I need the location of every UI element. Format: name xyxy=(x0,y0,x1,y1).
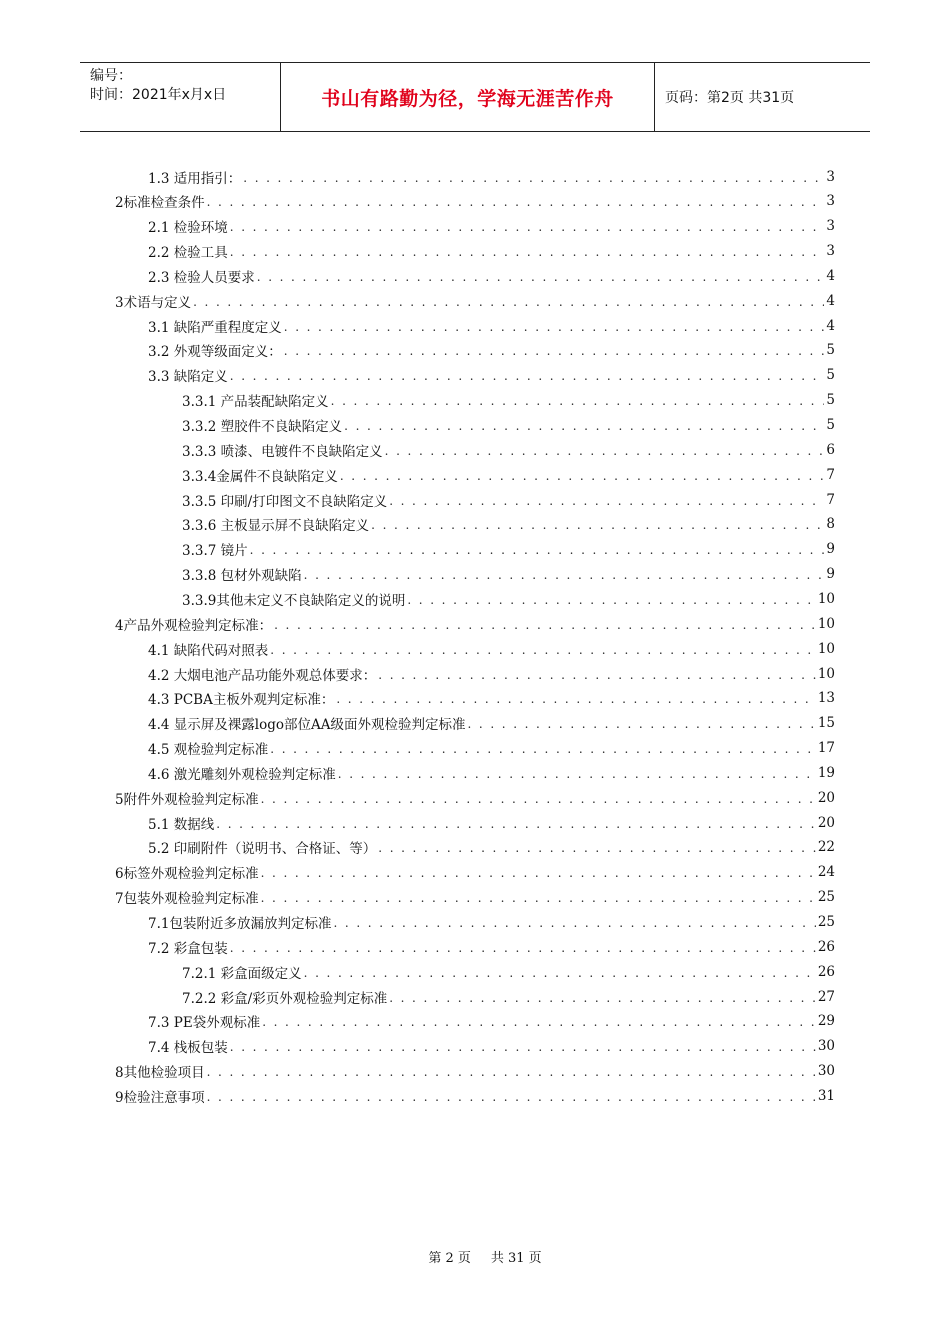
toc-dot-leader xyxy=(230,245,825,259)
toc-dot-leader xyxy=(261,891,816,905)
toc-dot-leader xyxy=(304,568,825,582)
toc-entry[interactable] xyxy=(148,736,835,761)
toc-dot-leader xyxy=(230,220,825,234)
toc-entry[interactable] xyxy=(182,388,835,413)
toc-entry[interactable] xyxy=(182,512,835,537)
toc-entry[interactable] xyxy=(182,984,835,1009)
toc-entry-page: 20 xyxy=(817,789,835,806)
toc-entry-page: 25 xyxy=(817,914,835,930)
toc-entry[interactable] xyxy=(182,437,835,462)
toc-entry[interactable] xyxy=(182,562,835,587)
header-page-info: 页码：第2页 共31页 xyxy=(665,90,795,106)
document-date: 时间：2021年x月x日 xyxy=(90,87,227,103)
toc-dot-leader xyxy=(340,469,825,483)
toc-dot-leader xyxy=(270,643,816,657)
toc-dot-leader xyxy=(385,444,825,458)
toc-entry-page: 4 xyxy=(826,267,835,284)
toc-entry-page: 30 xyxy=(817,1063,835,1080)
toc-entry-title: 3.2 外观等级面定义： xyxy=(148,344,282,361)
toc-entry[interactable] xyxy=(148,1009,835,1034)
toc-dot-leader xyxy=(467,717,815,731)
toc-dot-leader xyxy=(207,1065,816,1079)
toc-entry[interactable] xyxy=(115,611,835,636)
toc-dot-leader xyxy=(284,320,825,334)
toc-entry-page: 3 xyxy=(826,243,835,260)
toc-entry[interactable] xyxy=(148,835,835,860)
toc-entry-title: 7.1包装附近多放漏放判定标准 xyxy=(148,916,332,932)
toc-dot-leader xyxy=(243,171,824,185)
toc-dot-leader xyxy=(344,419,824,433)
toc-entry-page: 27 xyxy=(817,988,835,1005)
toc-dot-leader xyxy=(230,369,825,383)
toc-dot-leader xyxy=(270,742,816,756)
toc-dot-leader xyxy=(389,991,816,1005)
toc-entry[interactable] xyxy=(148,810,835,835)
toc-entry[interactable] xyxy=(148,1034,835,1059)
toc-entry-title: 3.3.2 塑胶件不良缺陷定义 xyxy=(182,419,343,435)
toc-dot-leader xyxy=(261,792,816,806)
toc-entry[interactable] xyxy=(115,885,835,910)
toc-entry-title: 3.3.9其他未定义不良缺陷定义的说明 xyxy=(182,592,406,609)
toc-dot-leader xyxy=(378,841,816,855)
toc-entry-page: 10 xyxy=(817,590,835,607)
toc-entry-title: 2.1 检验环境 xyxy=(148,220,228,237)
toc-entry[interactable] xyxy=(148,164,835,189)
toc-entry-page: 5 xyxy=(826,367,835,384)
toc-dot-leader xyxy=(338,767,816,781)
toc-entry-title: 2.2 检验工具 xyxy=(148,245,228,262)
toc-dot-leader xyxy=(333,916,815,930)
toc-entry-title: 3.3.1 产品装配缺陷定义 xyxy=(182,394,329,411)
toc-entry[interactable] xyxy=(148,686,835,711)
toc-entry-page: 9 xyxy=(826,566,835,583)
toc-entry[interactable] xyxy=(148,760,835,785)
toc-dot-leader xyxy=(207,1090,816,1104)
toc-entry[interactable] xyxy=(115,1059,835,1084)
toc-entry-title: 1.3 适用指引： xyxy=(148,170,242,187)
toc-entry[interactable] xyxy=(182,959,835,984)
toc-entry-title: 3.3.8 包材外观缺陷 xyxy=(182,568,302,585)
toc-entry-page: 6 xyxy=(826,441,835,458)
toc-entry[interactable] xyxy=(115,785,835,810)
toc-dot-leader xyxy=(371,518,824,532)
toc-entry-page: 25 xyxy=(817,889,835,906)
toc-dot-leader xyxy=(304,966,816,980)
toc-entry[interactable] xyxy=(115,1083,835,1108)
toc-entry-page: 4 xyxy=(826,317,835,334)
toc-entry-page: 5 xyxy=(826,392,835,409)
toc-entry-page: 5 xyxy=(826,417,835,433)
toc-entry-title: 4.2 大烟电池产品功能外观总体要求： xyxy=(148,667,377,684)
footer-page-number: 第 2 页 xyxy=(428,1251,471,1266)
toc-entry-page: 19 xyxy=(817,764,835,781)
header-slogan: 书山有路勤为径，学海无涯苦作舟 xyxy=(281,63,655,131)
toc-entry-page: 3 xyxy=(826,218,835,235)
toc-entry[interactable] xyxy=(115,860,835,885)
footer-total-pages: 共 31 页 xyxy=(490,1251,542,1266)
toc-entry-page: 22 xyxy=(817,839,835,856)
toc-entry-title: 3.3.6 主板显示屏不良缺陷定义 xyxy=(182,518,370,535)
toc-entry-page: 10 xyxy=(817,665,835,682)
toc-entry-title: 3.3 缺陷定义 xyxy=(148,369,228,386)
toc-entry-title: 9检验注意事项 xyxy=(115,1089,205,1106)
toc-dot-leader xyxy=(230,1040,816,1054)
toc-entry-title: 2标准检查条件 xyxy=(115,195,205,212)
toc-entry-title: 4产品外观检验判定标准： xyxy=(115,617,273,634)
toc-entry-page: 13 xyxy=(817,690,835,707)
toc-entry-title: 5附件外观检验判定标准 xyxy=(115,791,259,808)
toc-entry[interactable] xyxy=(148,934,835,959)
toc-entry[interactable] xyxy=(148,313,835,338)
toc-dot-leader xyxy=(389,494,824,508)
toc-entry-title: 4.1 缺陷代码对照表 xyxy=(148,642,269,659)
toc-entry-page: 30 xyxy=(817,1038,835,1055)
toc-dot-leader xyxy=(193,295,824,309)
page-footer xyxy=(0,1247,950,1266)
toc-entry-page: 15 xyxy=(817,715,835,732)
toc-entry-title: 5.2 印刷附件（说明书、合格证、等） xyxy=(148,841,377,858)
toc-dot-leader xyxy=(250,543,825,557)
toc-entry[interactable] xyxy=(148,363,835,388)
toc-entry-page: 31 xyxy=(817,1087,835,1104)
toc-entry-page: 10 xyxy=(817,640,835,657)
toc-entry-title: 3.3.3 喷漆、电镀件不良缺陷定义 xyxy=(182,443,383,460)
toc-entry-page: 9 xyxy=(826,541,835,558)
toc-dot-leader xyxy=(274,618,816,632)
toc-entry-title: 4.6 激光雕刻外观检验判定标准 xyxy=(148,766,336,783)
toc-entry-title: 4.5 观检验判定标准 xyxy=(148,742,269,759)
toc-entry-title: 7.2.1 彩盒面级定义 xyxy=(182,965,302,982)
toc-entry[interactable] xyxy=(148,263,835,288)
toc-dot-leader xyxy=(230,941,816,955)
toc-entry-title: 3.3.7 镜片 xyxy=(182,543,248,560)
toc-entry-title: 3.3.5 印刷/打印图文不良缺陷定义 xyxy=(182,493,388,510)
toc-entry[interactable] xyxy=(148,711,835,736)
page-header xyxy=(80,62,870,132)
toc-dot-leader xyxy=(216,817,816,831)
toc-entry-title: 2.3 检验人员要求 xyxy=(148,269,255,286)
toc-entry-page: 26 xyxy=(817,938,835,955)
toc-entry[interactable] xyxy=(182,462,835,487)
toc-entry-page: 8 xyxy=(826,516,835,533)
toc-dot-leader xyxy=(336,692,815,706)
toc-entry-page: 7 xyxy=(826,466,835,483)
toc-entry[interactable] xyxy=(115,189,835,214)
toc-entry[interactable] xyxy=(148,636,835,661)
toc-entry[interactable] xyxy=(148,910,835,935)
toc-entry-title: 3.1 缺陷严重程度定义 xyxy=(148,319,282,336)
toc-entry[interactable] xyxy=(148,214,835,239)
toc-entry-title: 5.1 数据线 xyxy=(148,816,215,833)
toc-entry[interactable] xyxy=(182,537,835,562)
toc-entry-title: 4.4 显示屏及裸露logo部位AA级面外观检验判定标准 xyxy=(148,717,466,734)
toc-entry-page: 3 xyxy=(826,193,835,210)
toc-entry-title: 7.3 PE袋外观标准 xyxy=(148,1015,261,1032)
toc-entry-page: 29 xyxy=(817,1013,835,1030)
toc-entry-page: 10 xyxy=(817,615,835,632)
toc-entry-title: 8其他检验项目 xyxy=(115,1065,205,1082)
toc-entry-title: 7.2.2 彩盒/彩页外观检验判定标准 xyxy=(182,990,388,1007)
toc-entry-page: 5 xyxy=(826,342,835,359)
toc-entry-title: 6标签外观检验判定标准 xyxy=(115,866,259,883)
toc-entry-title: 3.3.4金属件不良缺陷定义 xyxy=(182,468,338,485)
toc-entry-page: 17 xyxy=(817,740,835,757)
toc-dot-leader xyxy=(261,866,816,880)
toc-entry-title: 4.3 PCBA主板外观判定标准： xyxy=(148,692,335,709)
toc-entry-page: 20 xyxy=(817,814,835,831)
toc-entry-page: 7 xyxy=(826,491,835,508)
toc-entry[interactable] xyxy=(148,239,835,264)
toc-entry-title: 7.2 彩盒包装 xyxy=(148,940,228,957)
toc-dot-leader xyxy=(407,593,815,607)
toc-entry-page: 4 xyxy=(826,292,835,309)
toc-entry-title: 7包装外观检验判定标准 xyxy=(115,891,259,908)
toc-entry-title: 7.4 栈板包装 xyxy=(148,1040,228,1057)
toc-entry[interactable] xyxy=(182,413,835,438)
toc-dot-leader xyxy=(378,668,816,682)
document-number-label: 编号： xyxy=(90,68,132,84)
toc-dot-leader xyxy=(284,344,825,358)
toc-entry-page: 26 xyxy=(817,963,835,980)
toc-entry[interactable] xyxy=(148,338,835,363)
toc-entry[interactable] xyxy=(115,288,835,313)
toc-dot-leader xyxy=(331,394,825,408)
toc-dot-leader xyxy=(257,270,825,284)
toc-entry-title: 3术语与定义 xyxy=(115,294,192,311)
toc-entry-page: 3 xyxy=(826,168,835,185)
toc-entry-page: 24 xyxy=(817,864,835,881)
toc-entry[interactable] xyxy=(148,661,835,686)
header-meta xyxy=(80,63,281,131)
toc-entry[interactable] xyxy=(182,586,835,611)
toc-entry[interactable] xyxy=(182,487,835,512)
toc-dot-leader xyxy=(207,195,825,209)
toc-dot-leader xyxy=(262,1015,816,1029)
